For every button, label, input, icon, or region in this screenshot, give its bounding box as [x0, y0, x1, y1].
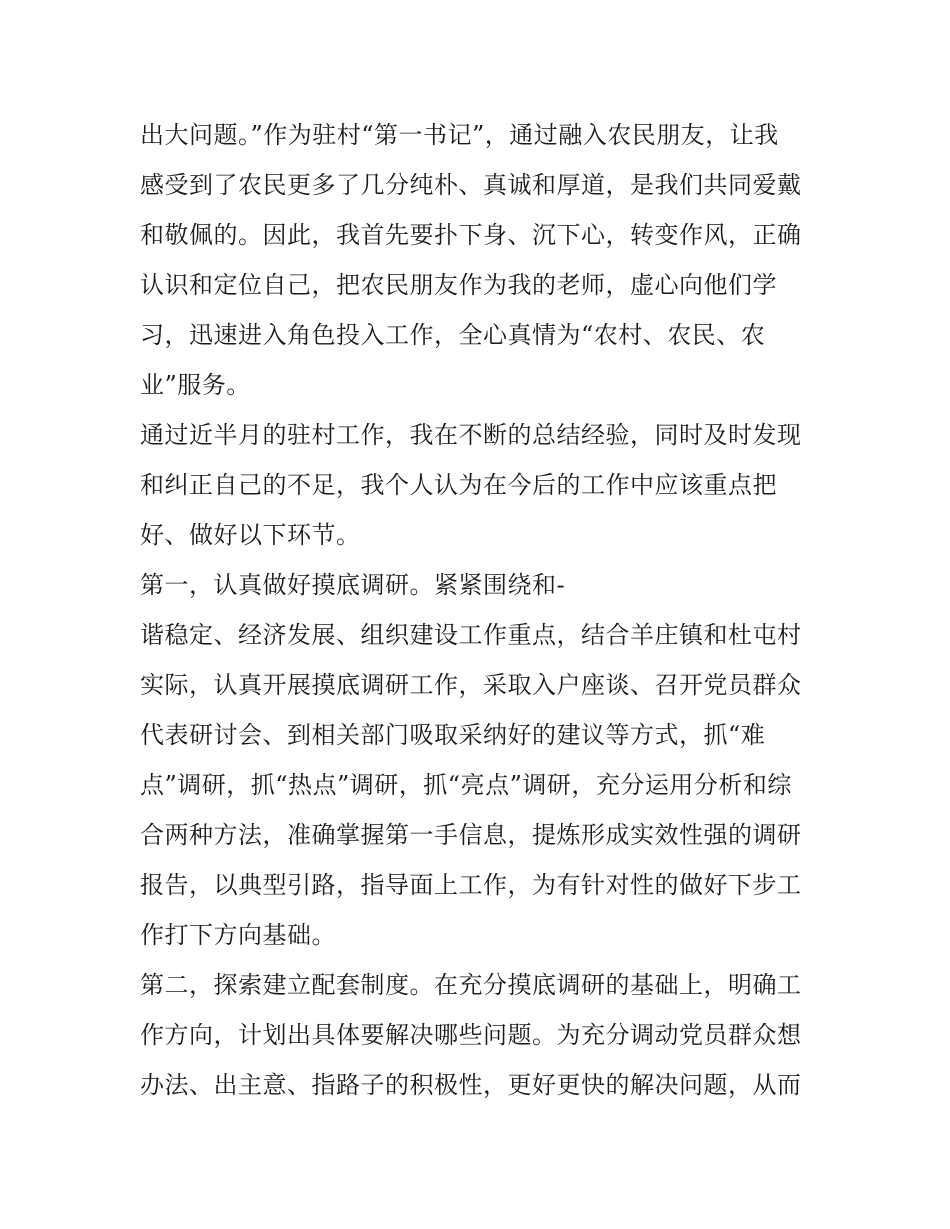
text-line: 点”调研，抓“热点”调研，抓“亮点”调研，充分运用分析和综 — [140, 771, 792, 799]
text-line: 出大问题。”作为驻村“第一书记”，通过融入农民朋友，让我 — [140, 121, 779, 149]
text-line: 和纠正自己的不足，我个人认为在今后的工作中应该重点把 — [140, 471, 777, 499]
body-text — [140, 110, 820, 1110]
text-line: 合两种方法，准确掌握第一手信息，提炼形成实效性强的调研 — [140, 821, 802, 849]
text-line: 作方向，计划出具体要解决哪些问题。为充分调动党员群众想 — [140, 1021, 802, 1049]
text-line: 业”服务。 — [140, 371, 251, 399]
text-line: 办法、出主意、指路子的积极性，更好更快的解决问题，从而 — [140, 1071, 802, 1099]
text-line: 第二，探索建立配套制度。在充分摸底调研的基础上，明确工 — [140, 971, 802, 999]
text-line: 作打下方向基础。 — [140, 921, 336, 949]
text-line: 好、做好以下环节。 — [140, 521, 361, 549]
text-line: 感受到了农民更多了几分纯朴、真诚和厚道，是我们共同爱戴 — [140, 171, 802, 199]
text-line: 代表研讨会、到相关部门吸取采纳好的建议等方式，抓“难 — [140, 721, 766, 749]
text-line: 谐稳定、经济发展、组织建设工作重点，结合羊庄镇和杜屯村 — [140, 621, 802, 649]
text-line: 习，迅速进入角色投入工作，全心真情为“农村、农民、农 — [140, 321, 766, 349]
text-line: 通过近半月的驻村工作，我在不断的总结经验，同时及时发现 — [140, 421, 802, 449]
text-line: 报告，以典型引路，指导面上工作，为有针对性的做好下步工 — [140, 871, 802, 899]
text-line: 和敬佩的。因此，我首先要扑下身、沉下心，转变作风，正确 — [140, 221, 802, 249]
text-line: 认识和定位自己，把农民朋友作为我的老师，虚心向他们学 — [140, 271, 777, 299]
text-line: 实际，认真开展摸底调研工作，采取入户座谈、召开党员群众 — [140, 671, 802, 699]
text-line: 第一，认真做好摸底调研。紧紧围绕和- — [140, 571, 566, 599]
